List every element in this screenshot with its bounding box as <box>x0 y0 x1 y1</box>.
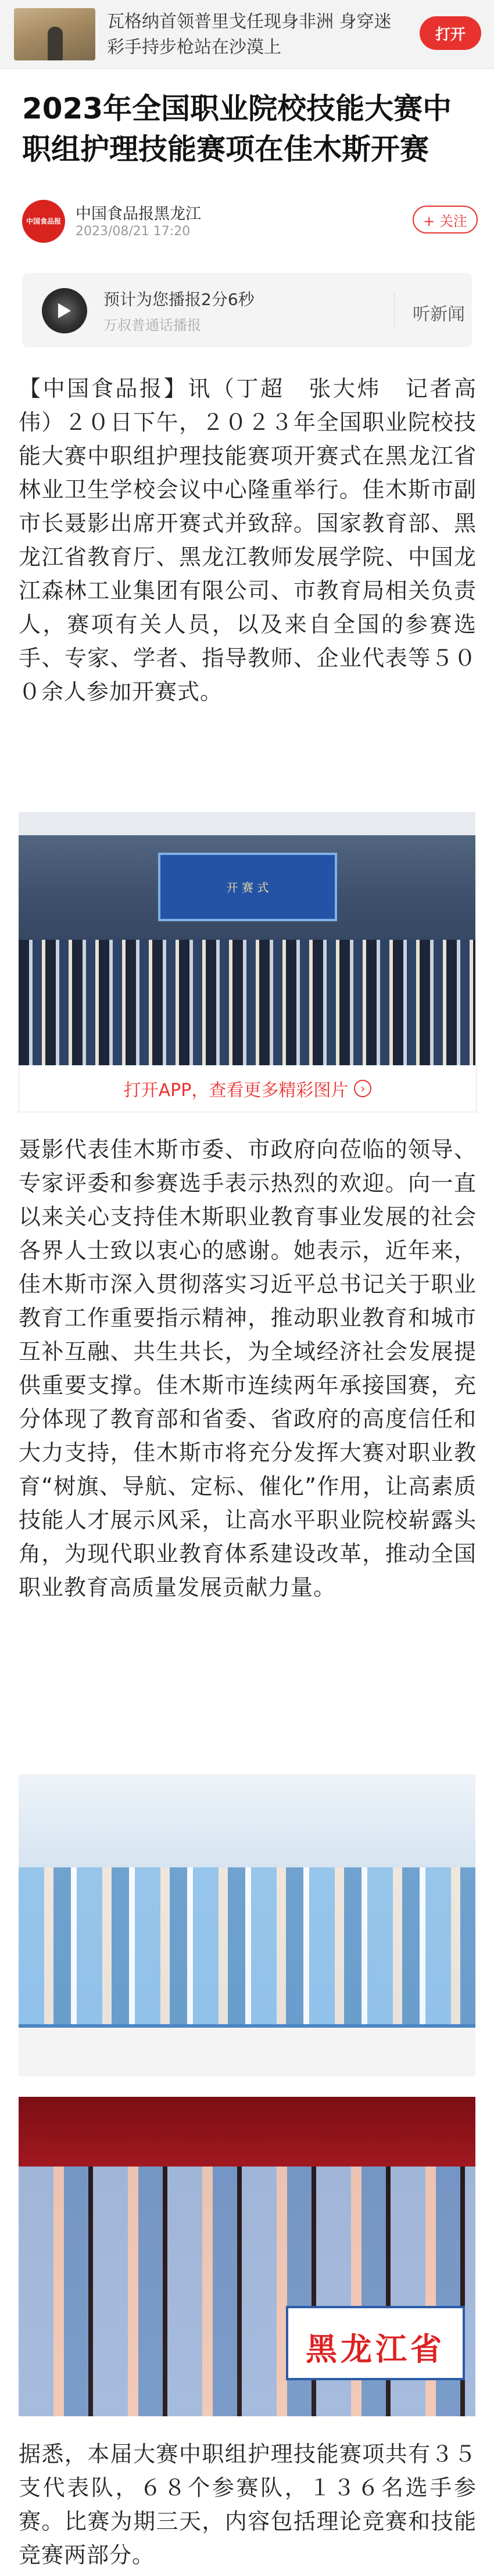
listen-news-button[interactable]: 听新闻 <box>413 304 465 325</box>
article-paragraph-3: 据悉，本届大赛中职组护理技能赛项共有３５支代表队，６８个参赛队，１３６名选手参赛。比赛为期三天，内容包括理论竞赛和技能竞赛两部分。 <box>19 2441 477 2568</box>
source-row <box>22 197 475 250</box>
audio-divider <box>394 293 395 328</box>
article-paragraph-1: 【中国食品报】讯（丁超 张大炜 记者高伟）２０日下午，２０２３年全国职业院校技能大赛中职组护理技能赛项开赛式在黑龙江省林业卫生学校会议中心隆重举行。佳木斯市副市长聂影出席开赛式并致辞。国家教育部、黑龙江省教育厅、黑龙江教师发展学院、中国龙江森林工业集团有限公司、市教育局相关负责人，赛项有关人员，以及来自全国的参赛选手、专家、学者、指导教师、企业代表等５００余人参加开赛式。 <box>19 376 477 705</box>
article-title: 2023年全国职业院校技能大赛中职组护理技能赛项在佳木斯开赛 <box>22 92 452 166</box>
source-logo[interactable] <box>22 200 65 243</box>
promo-headline[interactable]: 瓦格纳首领普里戈任现身非洲 身穿迷彩手持步枪站在沙漠上 <box>107 12 392 58</box>
follow-button[interactable]: + 关注 <box>413 206 478 233</box>
photo-audience <box>19 940 475 1065</box>
article-paragraph-2: 聂影代表佳木斯市委、市政府向莅临的领导、专家评委和参赛选手表示热烈的欢迎。向一直以来关心支持佳木斯职业教育事业发展的社会各界人士致以衷心的感谢。她表示，近年来，佳木斯市深入贯彻落实习近平总书记关于职业教育工作重要指示精神，推动职业教育和城市互补互融、共生共长，为全域经济社会发展提供重要支撑。佳木斯市连续两年承接国赛，充分体现了教育部和省委、省政府的高度信任和大力支持，佳木斯市将充分发挥大赛对职业教育“树旗、导航、定标、催化”作用，让高素质技能人才展示风采，让高水平职业院校崭露头角，为现代职业教育体系建设改革，推动全国职业教育高质量发展贡献力量。 <box>19 1137 477 1600</box>
audio-duration: 预计为您播报2分6秒 <box>103 290 255 309</box>
play-icon[interactable] <box>58 303 71 318</box>
photo-sign-text: 黑龙江省 <box>306 2331 445 2367</box>
more-photos-label: 打开APP，查看更多精彩图片 <box>123 1080 349 1101</box>
promo-banner[interactable] <box>0 0 494 69</box>
article-photo-contestants-seated[interactable] <box>19 1774 475 2076</box>
photo-desk <box>19 2024 475 2076</box>
logo-text: 中国食品报 <box>26 217 61 225</box>
photo-stage-screen <box>158 853 337 921</box>
source-name[interactable]: 中国食品报黑龙江 <box>76 205 201 223</box>
publish-time: 2023/08/21 17:20 <box>76 224 191 239</box>
photo-team-sign <box>286 2306 465 2380</box>
open-app-button[interactable]: 打开 <box>420 16 481 50</box>
chevron-right-icon: › <box>354 1080 371 1097</box>
thumbnail-figure <box>48 27 63 60</box>
audio-voice: 万叔普通话播报 <box>103 317 201 333</box>
article-photo-team-flags[interactable] <box>19 2097 475 2416</box>
photo-ceiling <box>19 812 475 835</box>
article-photo-ceremony[interactable] <box>19 812 475 1065</box>
open-app-more-photos[interactable] <box>19 1065 477 1112</box>
promo-thumbnail[interactable] <box>14 8 95 60</box>
audio-player <box>22 273 472 347</box>
photo-stage-text: 开 赛 式 <box>226 881 269 894</box>
